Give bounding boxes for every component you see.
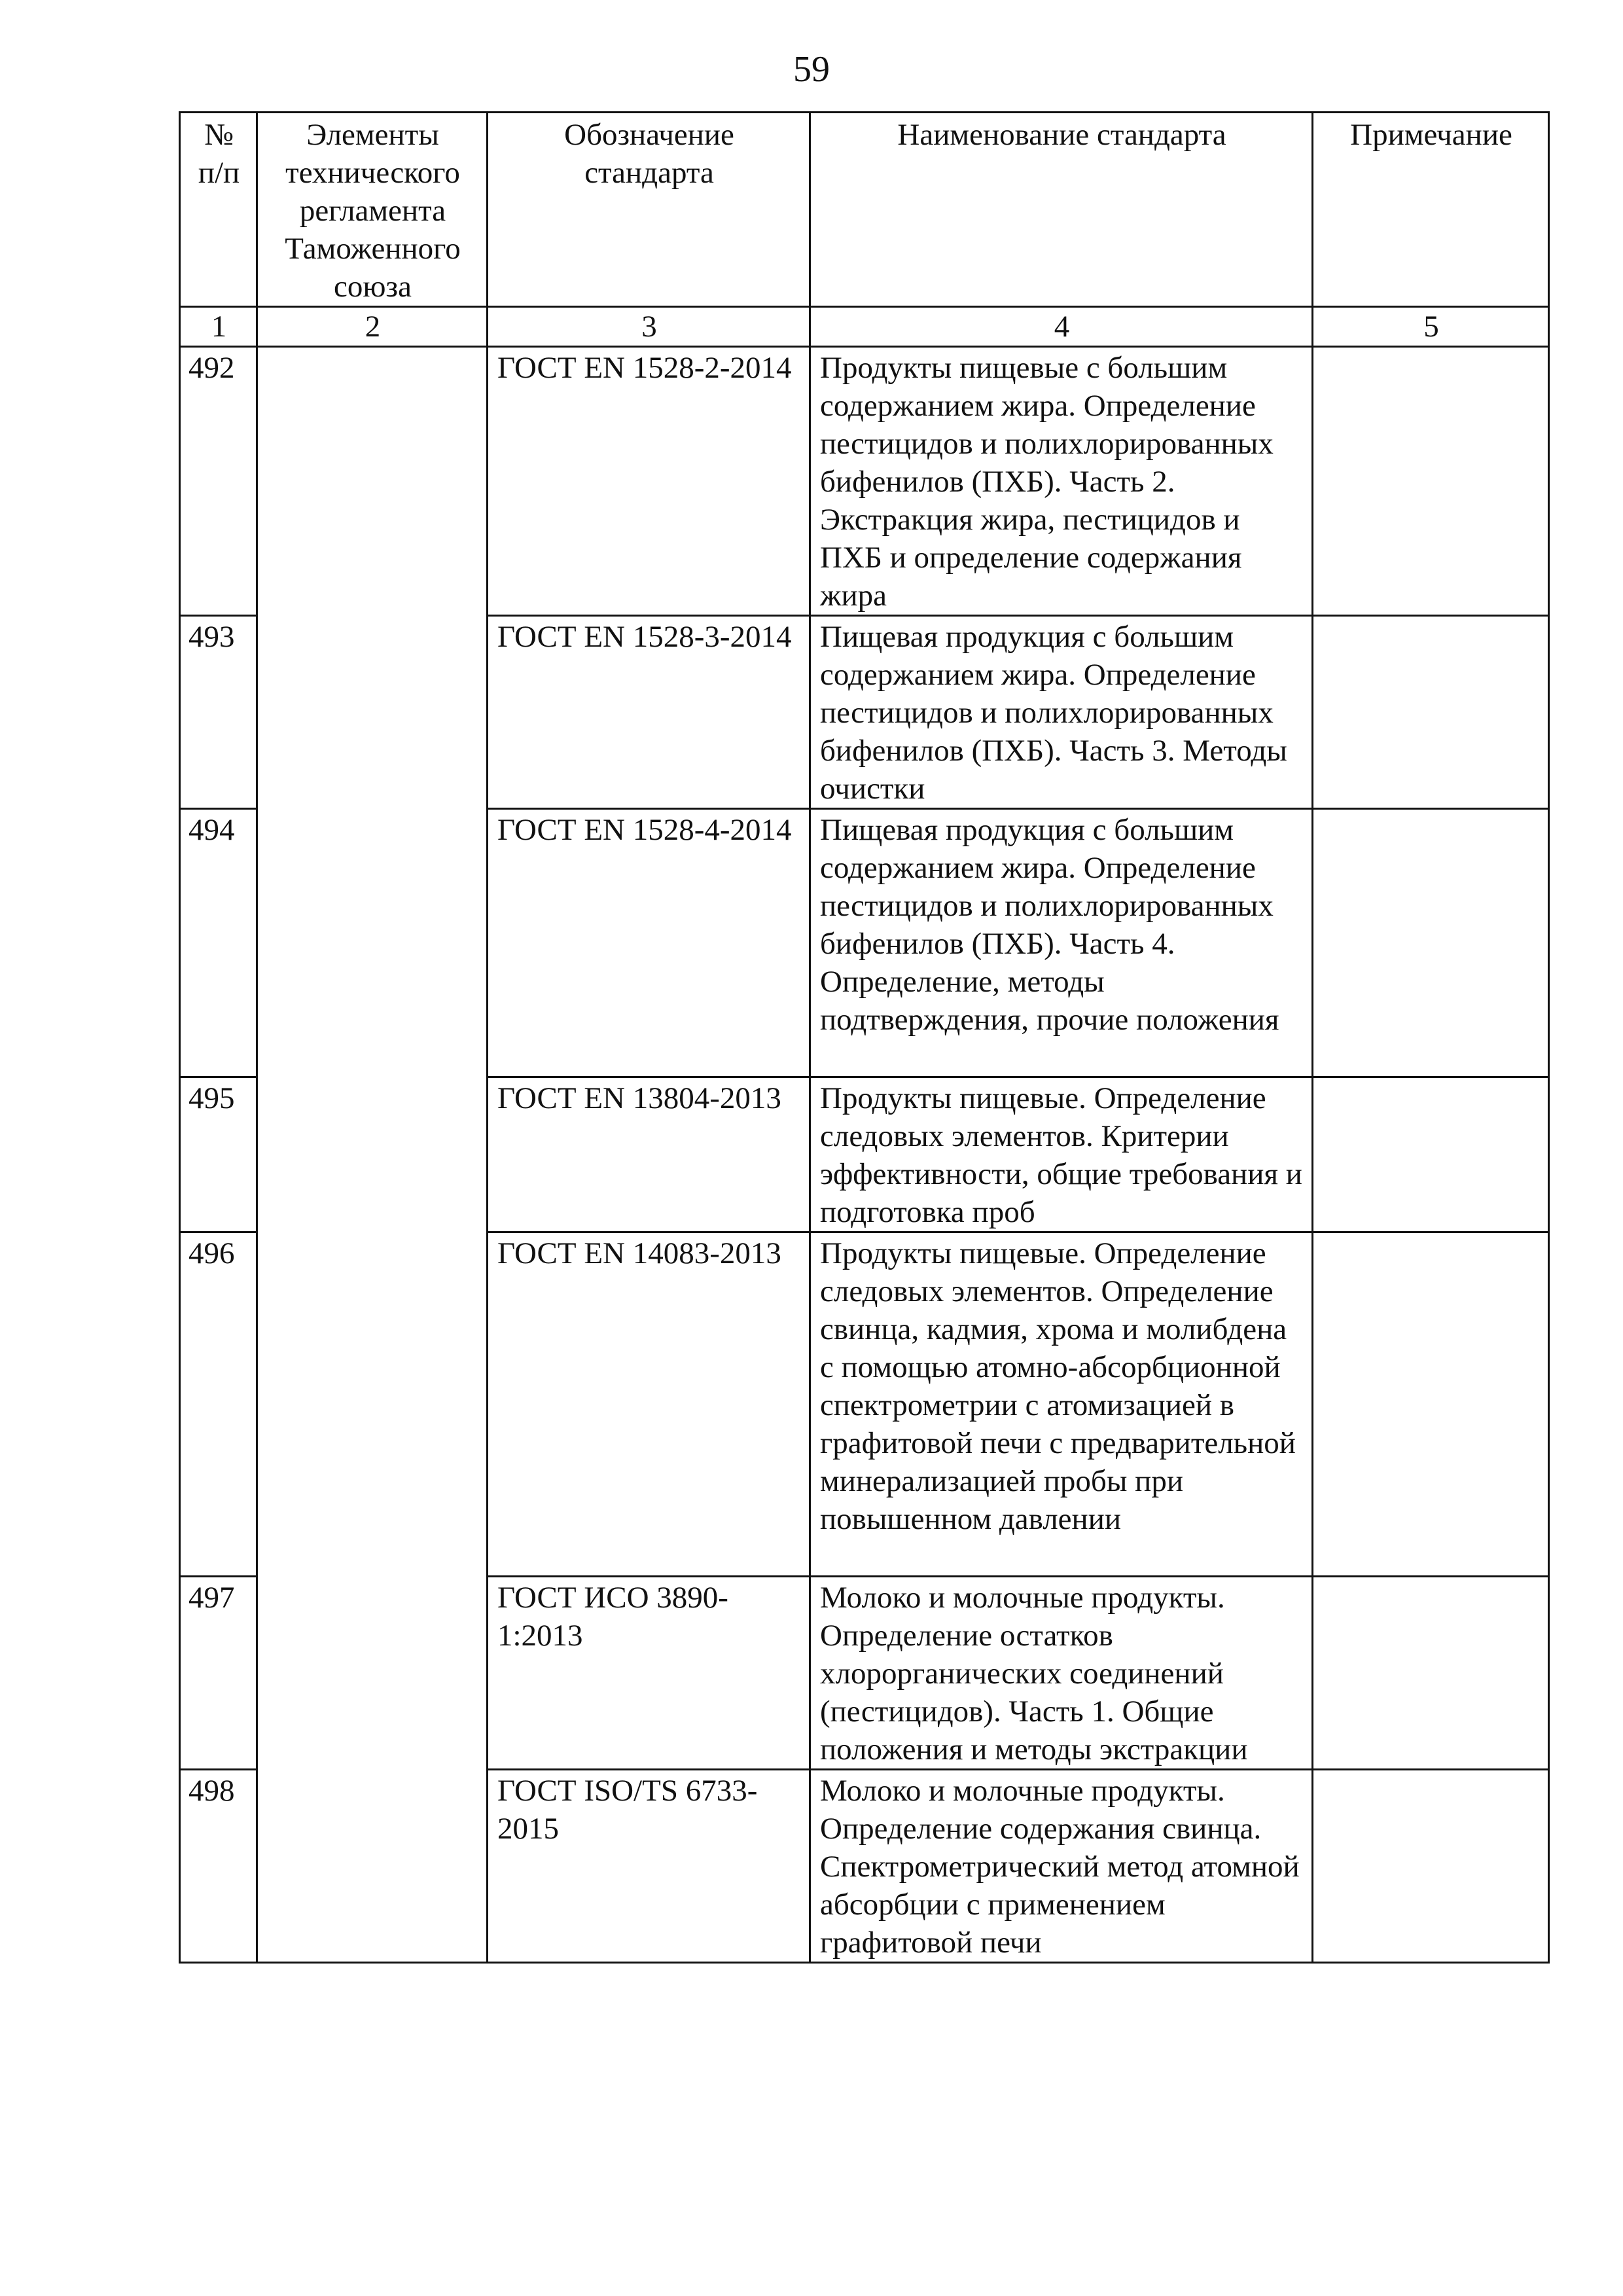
table-row	[180, 347, 1549, 616]
standard-designation: ГОСТ EN 1528-4-2014	[488, 809, 810, 1077]
standard-name: Пищевая продукция с большим содержанием жира. Определение пестицидов и полихлорированных бифенилов (ПХБ). Часть 3. Методы очистки	[810, 616, 1313, 809]
standard-name: Пищевая продукция с большим содержанием жира. Определение пестицидов и полихлорированных бифенилов (ПХБ). Часть 4. Определение, методы подтверждения, прочие положения	[810, 809, 1313, 1077]
header-designation: Обозначение стандарта	[488, 113, 810, 307]
row-number: 494	[180, 809, 257, 1077]
header-name: Наименование стандарта	[810, 113, 1313, 307]
row-number: 493	[180, 616, 257, 809]
page-number: 59	[793, 49, 830, 90]
standard-designation: ГОСТ EN 1528-3-2014	[488, 616, 810, 809]
note-cell	[1313, 616, 1549, 809]
standard-designation: ГОСТ EN 13804-2013	[488, 1077, 810, 1232]
row-number: 496	[180, 1232, 257, 1577]
elements-cell	[257, 347, 488, 1963]
header-row	[180, 113, 1549, 307]
standard-name: Продукты пищевые с большим содержанием жира. Определение пестицидов и полихлорированных бифенилов (ПХБ). Часть 2. Экстракция жира, пестицидов и ПХБ и определение содержания жира	[810, 347, 1313, 616]
header-elements: Элементы технического регламента Таможенного союза	[257, 113, 488, 307]
note-cell	[1313, 347, 1549, 616]
standard-designation: ГОСТ EN 1528-2-2014	[488, 347, 810, 616]
column-number: 2	[257, 307, 488, 347]
row-number: 498	[180, 1770, 257, 1963]
standard-designation: ГОСТ EN 14083-2013	[488, 1232, 810, 1577]
standard-designation: ГОСТ ИСО 3890-1:2013	[488, 1577, 810, 1770]
header-note: Примечание	[1313, 113, 1549, 307]
note-cell	[1313, 1077, 1549, 1232]
note-cell	[1313, 1232, 1549, 1577]
column-number: 1	[180, 307, 257, 347]
row-number: 492	[180, 347, 257, 616]
standard-name: Молоко и молочные продукты. Определение содержания свинца. Спектрометрический метод атомной абсорбции с применением графитовой печи	[810, 1770, 1313, 1963]
standard-name: Продукты пищевые. Определение следовых элементов. Определение свинца, кадмия, хрома и молибдена с помощью атомно-абсорбционной спектрометрии с атомизацией в графитовой печи с предварительной минерализацией пробы при повышенном давлении	[810, 1232, 1313, 1577]
note-cell	[1313, 809, 1549, 1077]
note-cell	[1313, 1577, 1549, 1770]
standards-table	[179, 111, 1550, 1964]
standard-designation: ГОСТ ISO/TS 6733-2015	[488, 1770, 810, 1963]
column-number: 4	[810, 307, 1313, 347]
standard-name: Продукты пищевые. Определение следовых элементов. Критерии эффективности, общие требования и подготовка проб	[810, 1077, 1313, 1232]
column-number: 5	[1313, 307, 1549, 347]
column-number: 3	[488, 307, 810, 347]
standard-name: Молоко и молочные продукты. Определение остатков хлорорганических соединений (пестицидов). Часть 1. Общие положения и методы экстракции	[810, 1577, 1313, 1770]
note-cell	[1313, 1770, 1549, 1963]
header-num: № п/п	[180, 113, 257, 307]
row-number: 495	[180, 1077, 257, 1232]
row-number: 497	[180, 1577, 257, 1770]
column-numbers-row	[180, 307, 1549, 347]
